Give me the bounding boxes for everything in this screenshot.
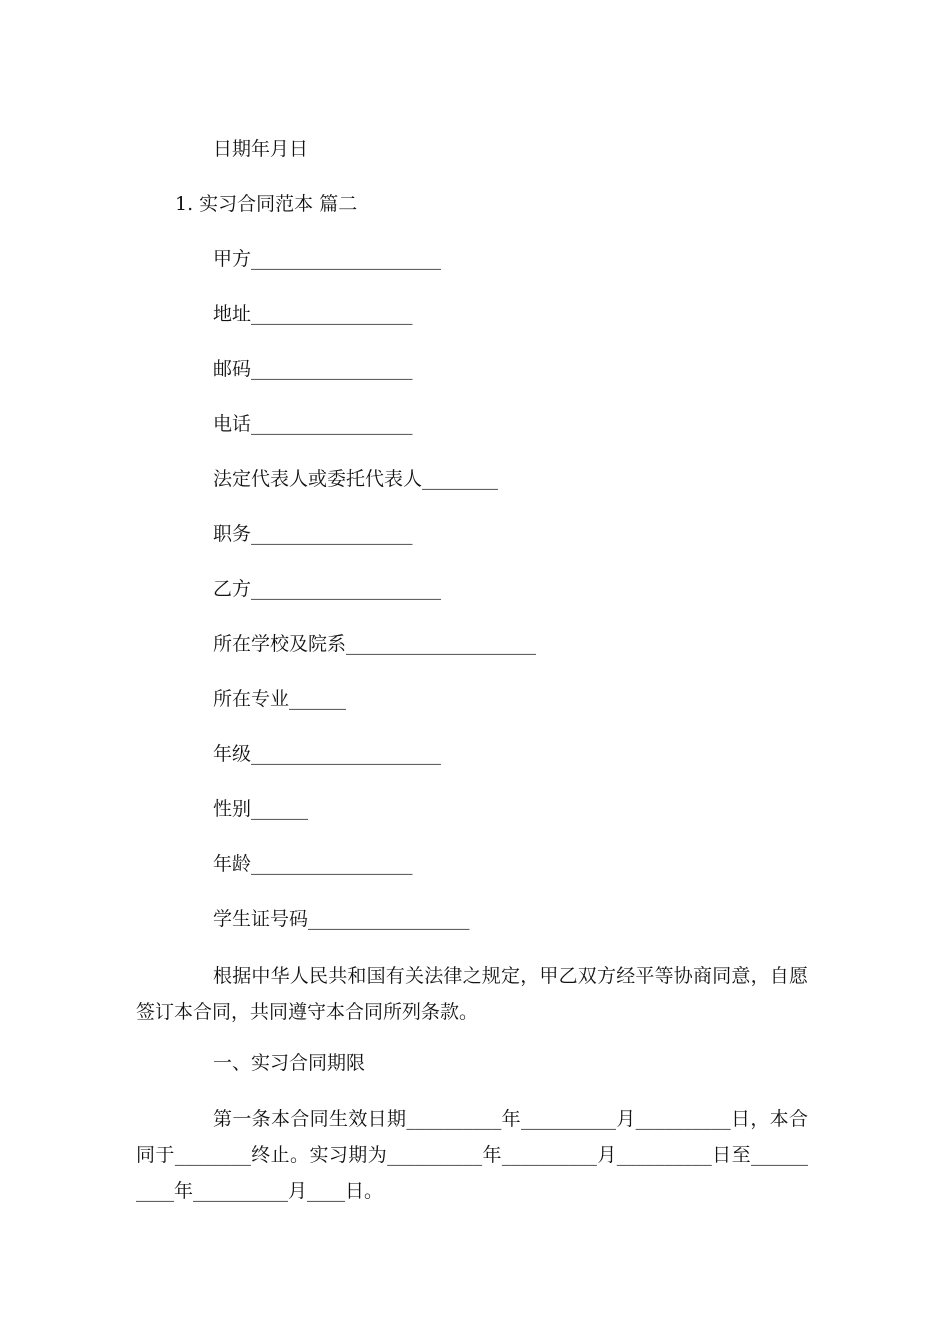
article-1-line-2: 同于________终止。实习期为__________年__________月__________日至______ [136,1144,808,1166]
field-label: 电话 [213,413,252,435]
article-1-line-3: ____年__________月____日。 [136,1180,384,1202]
field-blank: _________________ [251,413,413,435]
field-label: 邮码 [213,358,252,380]
field-grade [213,743,441,765]
field-position [213,523,413,545]
field-blank: _________________ [308,908,470,930]
field-label: 所在学校及院系 [213,633,347,655]
field-label: 所在专业 [213,688,290,710]
field-blank: ________ [422,468,499,490]
field-label: 年龄 [213,853,252,875]
field-label: 甲方 [213,248,252,270]
field-label: 地址 [213,303,252,325]
field-blank: ____________________ [251,743,442,765]
field-label: 法定代表人或委托代表人 [213,468,423,490]
field-label: 学生证号码 [213,908,309,930]
field-blank: ______ [251,798,309,820]
field-school-department [213,633,536,655]
intro-paragraph [136,958,808,1030]
field-age [213,853,413,875]
field-student-id [213,908,470,930]
field-blank: ____________________ [346,633,537,655]
field-party-b [213,578,441,600]
intro-line-1: 根据中华人民共和国有关法律之规定，甲乙双方经平等协商同意，自愿 [213,965,808,987]
section-heading: 1. 实习合同范本 篇二 [175,193,358,215]
field-blank: _________________ [251,358,413,380]
field-party-a [213,248,441,270]
field-label: 乙方 [213,578,252,600]
field-label: 性别 [213,798,252,820]
field-major [213,688,346,710]
field-blank: ______ [289,688,347,710]
field-blank: _________________ [251,303,413,325]
intro-line-2: 签订本合同，共同遵守本合同所列条款。 [136,1001,479,1023]
field-gender [213,798,308,820]
field-blank: ____________________ [251,248,442,270]
field-label: 职务 [213,523,252,545]
field-postcode [213,358,413,380]
article-1-paragraph [136,1101,808,1209]
field-blank: _________________ [251,523,413,545]
field-blank: ____________________ [251,578,442,600]
field-blank: _________________ [251,853,413,875]
field-address [213,303,413,325]
field-label: 年级 [213,743,252,765]
section-title-contract-term: 一、实习合同期限 [213,1052,366,1074]
field-legal-representative [213,468,498,490]
article-1-line-1: 第一条本合同生效日期__________年__________月__________日，本合 [213,1108,808,1130]
field-phone [213,413,413,435]
date-line: 日期年月日 [213,138,309,160]
